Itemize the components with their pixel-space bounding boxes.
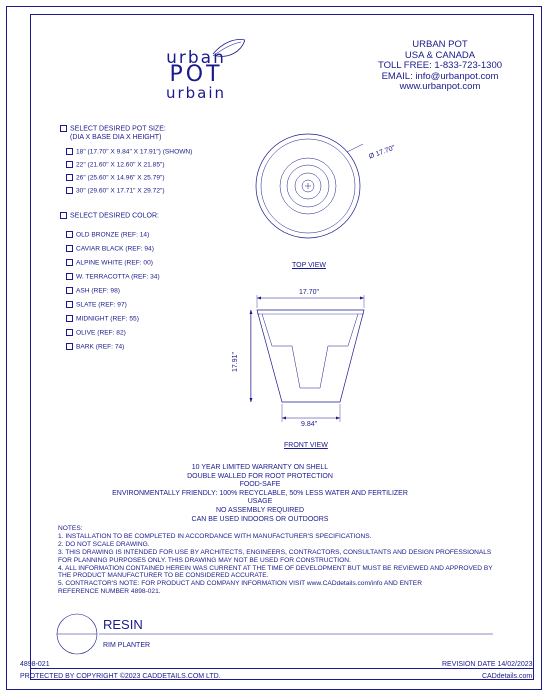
checkbox[interactable]	[66, 259, 73, 266]
note-line: FOR PLANNING PURPOSES ONLY. THIS DRAWING MAY NOT BE USED FOR CONSTRUCTION.	[58, 556, 351, 564]
checkbox[interactable]	[66, 187, 73, 194]
top-view-drawing	[255, 130, 365, 242]
color-option[interactable]	[66, 231, 149, 239]
color-option[interactable]	[66, 343, 124, 351]
contact-block	[365, 40, 515, 93]
checkbox[interactable]	[66, 273, 73, 280]
company-email: EMAIL: info@urbanpot.com	[381, 70, 499, 82]
feature-line: DOUBLE WALLED FOR ROOT PROTECTION	[187, 472, 333, 480]
size-subheading: (DIA X BASE DIA X HEIGHT)	[70, 134, 162, 141]
color-option[interactable]	[66, 245, 154, 253]
feature-line: FOOD-SAFE	[239, 481, 281, 489]
notes-block	[58, 525, 493, 596]
note-line: THE PRODUCT MANUFACTURER TO BE CONSIDERED ACCURATE.	[58, 572, 269, 580]
checkbox[interactable]	[66, 161, 73, 168]
front-view-label: FRONT VIEW	[284, 442, 328, 449]
color-option-label: CAVIAR BLACK (REF: 94)	[76, 245, 154, 253]
urban-pot-logo	[155, 36, 245, 106]
color-option-label: SLATE (REF: 97)	[76, 301, 127, 309]
note-line: 4. ALL INFORMATION CONTAINED HEREIN WAS CURRENT AT THE TIME OF DEVELOPMENT BUT MUST BE REVIEWED AND APPROVED BY	[58, 564, 493, 572]
logo-line3: urbain	[165, 84, 227, 102]
company-website: www.urbanpot.com	[399, 81, 481, 92]
front-base-dim: 9.84"	[301, 421, 318, 428]
front-view-drawing	[250, 294, 380, 432]
feature-line: CAN BE USED INDOORS OR OUTDOORS	[191, 515, 329, 523]
reference-number: 4898-021	[20, 661, 50, 668]
note-line: 2. DO NOT SCALE DRAWING.	[58, 540, 150, 548]
color-option-label: OLIVE (REF: 82)	[76, 329, 126, 337]
color-option[interactable]	[66, 329, 126, 337]
checkbox[interactable]	[66, 287, 73, 294]
notes-heading: NOTES:	[58, 525, 83, 532]
size-option-label: 18" (17.70" X 9.84" X 17.91") (SHOWN)	[76, 148, 193, 156]
product-title: RESIN	[103, 617, 143, 632]
size-option-label: 30" (29.60" X 17.71" X 29.72")	[76, 187, 165, 195]
logo-line1: urban	[166, 48, 226, 68]
note-line: 5. CONTRACTOR'S NOTE: FOR PRODUCT AND COMPANY INFORMATION VISIT www.CADdetails.com/info AND ENTER	[58, 580, 422, 588]
color-heading	[60, 212, 159, 220]
checkbox[interactable]	[66, 148, 73, 155]
feature-line: ENVIRONMENTALLY FRIENDLY: 100% RECYCLABLE, 50% LESS WATER AND FERTILIZER USAGE	[112, 489, 408, 506]
note-line: 1. INSTALLATION TO BE COMPLETED IN ACCORDANCE WITH MANUFACTURER'S SPECIFICATIONS.	[58, 532, 372, 540]
height-dim-line	[246, 308, 256, 404]
checkbox[interactable]	[66, 315, 73, 322]
caddetails-link[interactable]: CADdetails.com	[482, 673, 533, 680]
company-region: USA & CANADA	[404, 49, 476, 61]
color-option[interactable]	[66, 273, 160, 281]
checkbox[interactable]	[66, 329, 73, 336]
revision-date: REVISION DATE 14/02/2023	[442, 661, 533, 668]
copyright-text: PROTECTED BY COPYRIGHT ©2023 CADDETAILS.COM LTD.	[20, 673, 221, 680]
logo-line2: POT	[169, 62, 223, 87]
feature-line: NO ASSEMBLY REQUIRED	[215, 506, 305, 514]
color-option[interactable]	[66, 315, 139, 323]
checkbox[interactable]	[66, 245, 73, 252]
front-width-dim: 17.70"	[299, 289, 320, 296]
size-option-label: 22" (21.60" X 12.60" X 21.85")	[76, 161, 165, 169]
front-height-dim: 17.91"	[232, 351, 239, 372]
color-option[interactable]	[66, 301, 127, 309]
color-option[interactable]	[66, 287, 120, 295]
company-name: URBAN POT	[412, 39, 468, 50]
color-option-label: MIDNIGHT (REF: 55)	[76, 315, 139, 323]
color-heading-label: SELECT DESIRED COLOR:	[70, 212, 159, 220]
color-option-label: W. TERRACOTTA (REF: 34)	[76, 273, 160, 281]
company-phone: TOLL FREE: 1-833-723-1300	[377, 60, 503, 71]
checkbox[interactable]	[66, 231, 73, 238]
size-heading	[60, 125, 166, 133]
size-option-label: 26" (25.60" X 14.96" X 25.79")	[76, 174, 165, 182]
size-option[interactable]	[66, 161, 165, 169]
note-line: 3. THIS DRAWING IS INTENDED FOR USE BY ARCHITECTS, ENGINEERS, CONTRACTORS, CONSULTANTS AND DESIGN PROFESSIONALS	[58, 548, 492, 556]
size-option[interactable]	[66, 187, 165, 195]
top-view-label: TOP VIEW	[292, 262, 326, 269]
color-option-label: ASH (REF: 98)	[76, 287, 120, 295]
features-list	[110, 464, 410, 524]
feature-line: 10 YEAR LIMITED WARRANTY ON SHELL	[191, 464, 329, 471]
checkbox[interactable]	[66, 174, 73, 181]
color-option-label: OLD BRONZE (REF: 14)	[76, 231, 150, 239]
checkbox[interactable]	[66, 301, 73, 308]
color-option-label: BARK (REF: 74)	[76, 343, 125, 351]
color-heading-checkbox[interactable]	[60, 212, 67, 219]
color-option[interactable]	[66, 259, 153, 267]
color-option-label: ALPINE WHITE (REF: 00)	[76, 259, 153, 267]
checkbox[interactable]	[66, 343, 73, 350]
size-heading-checkbox[interactable]	[60, 125, 67, 132]
size-heading-label: SELECT DESIRED POT SIZE:	[70, 125, 166, 133]
top-diameter-label: Ø 17.70"	[368, 144, 397, 161]
size-option[interactable]	[66, 148, 192, 156]
size-option[interactable]	[66, 174, 165, 182]
note-line: REFERENCE NUMBER 4898-021.	[58, 588, 161, 596]
product-subtitle: RIM PLANTER	[103, 642, 151, 649]
